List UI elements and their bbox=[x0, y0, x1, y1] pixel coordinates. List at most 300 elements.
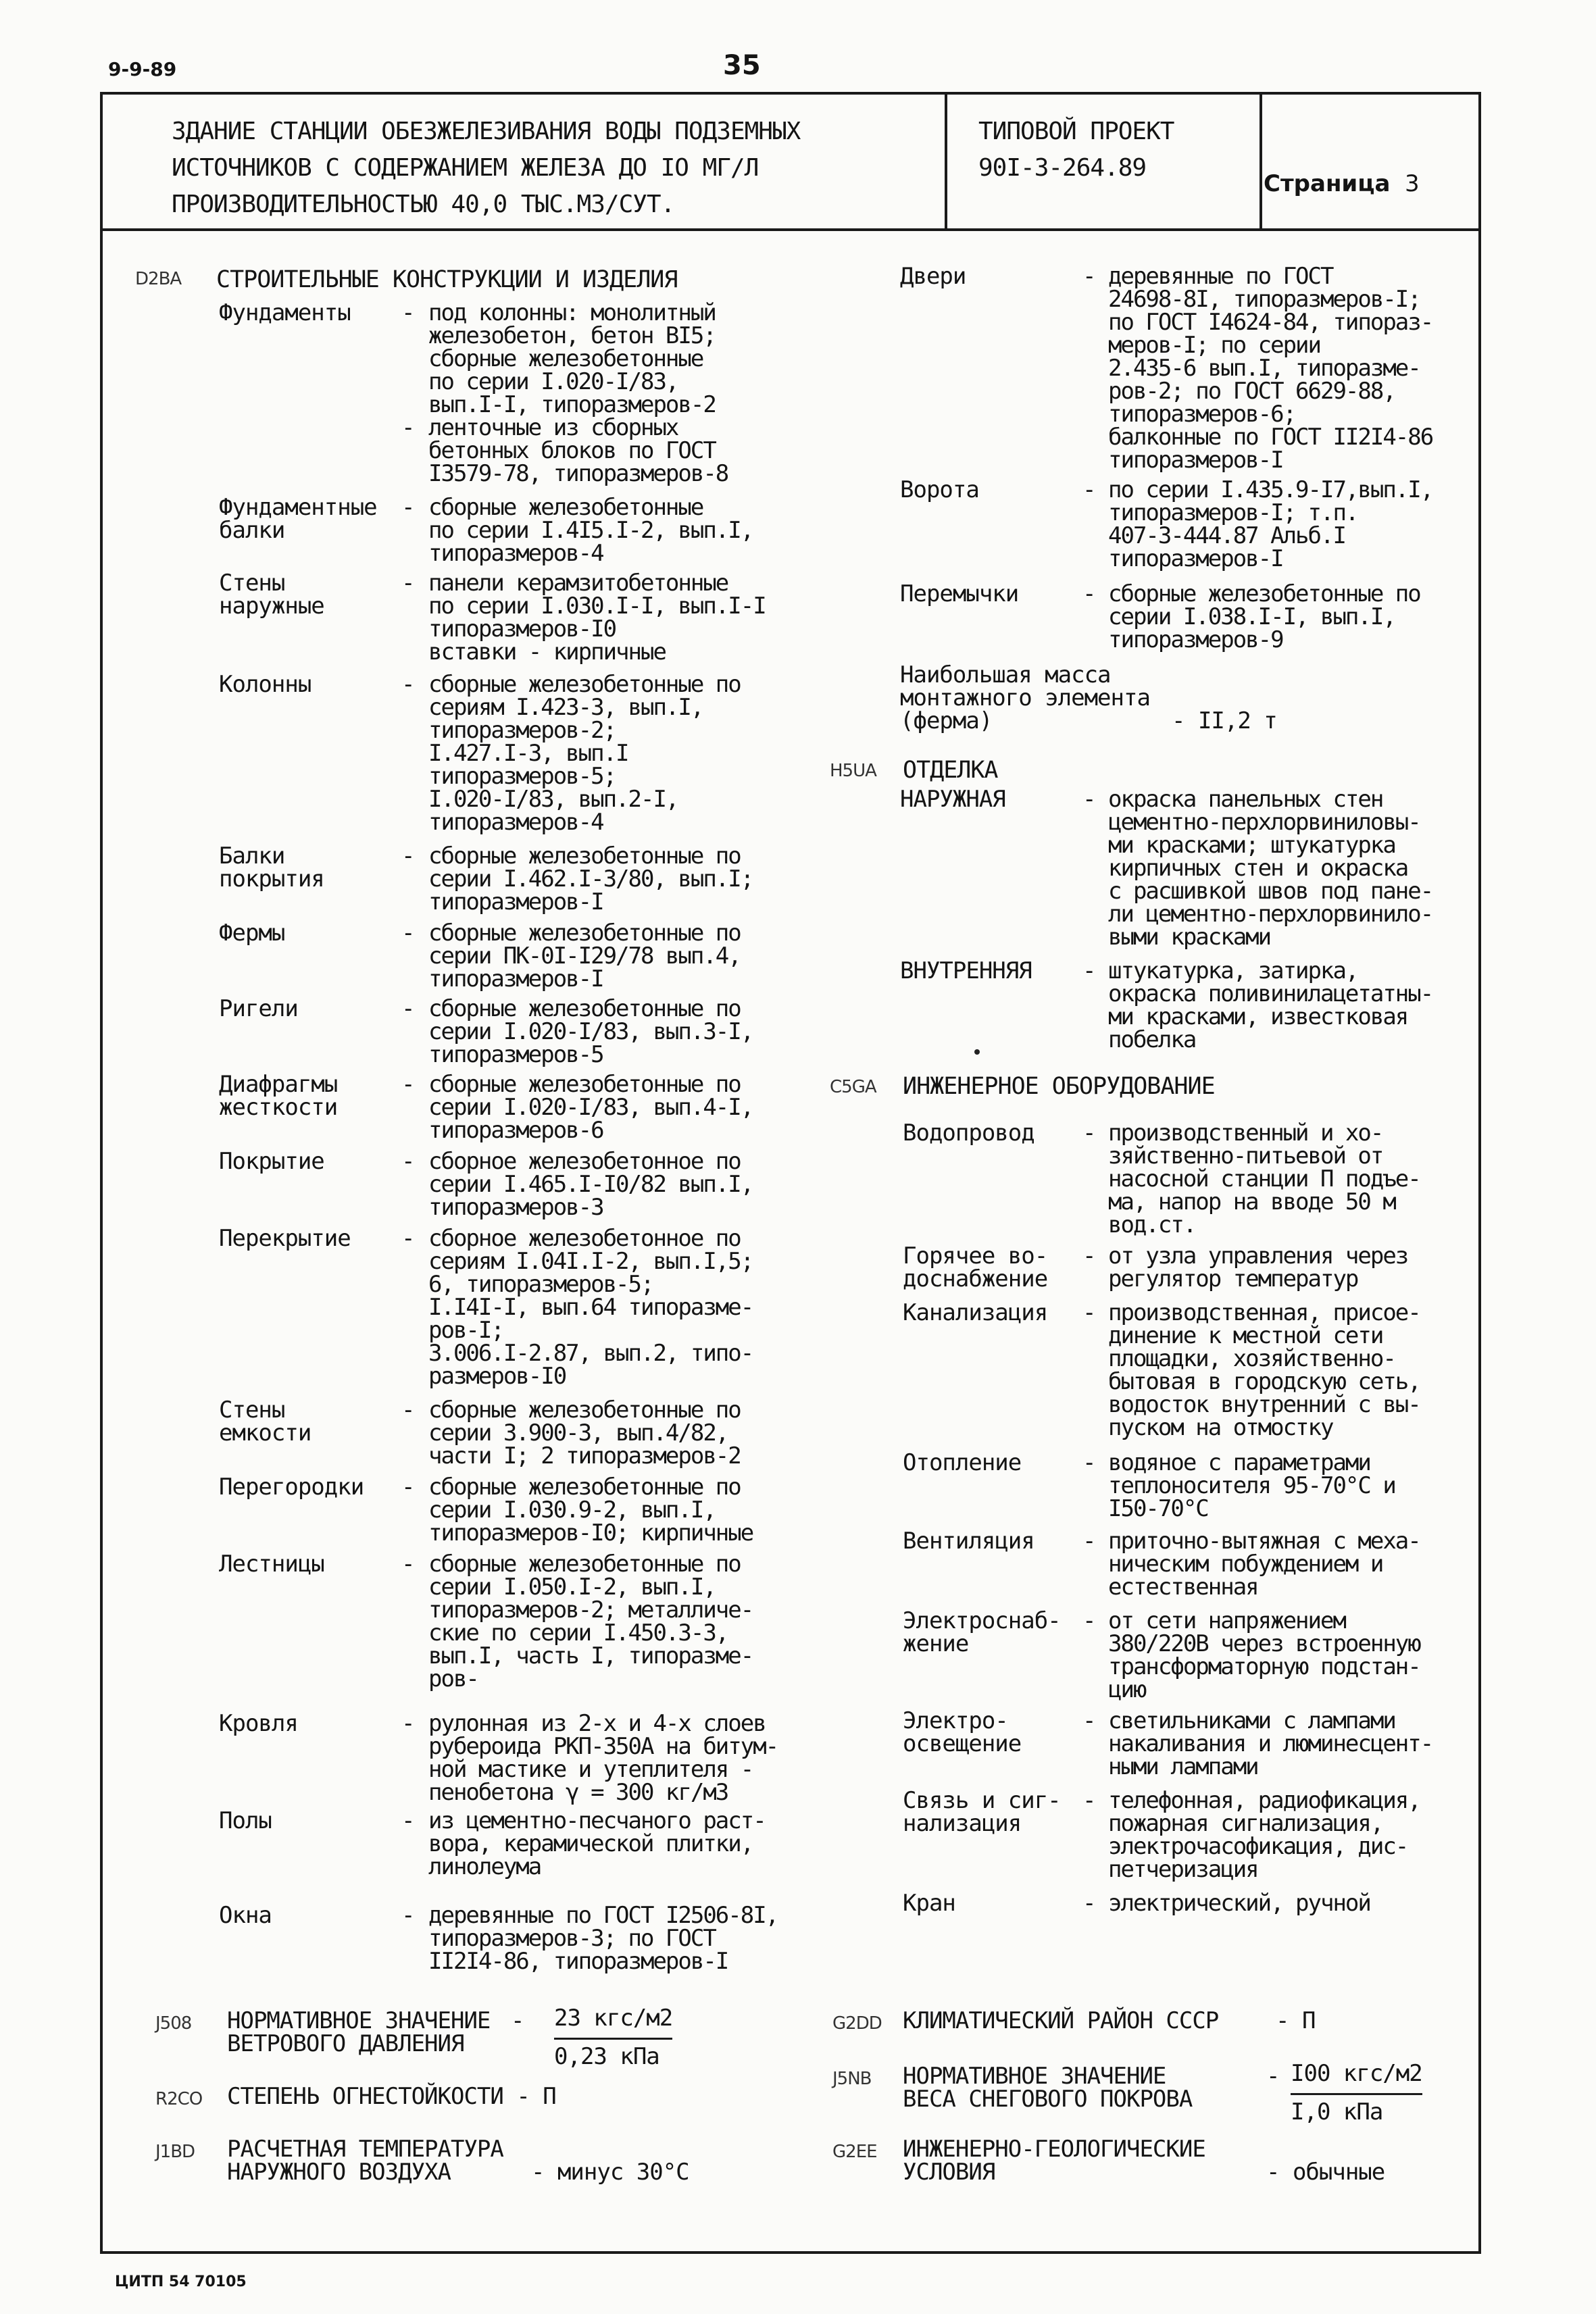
sewerage-value-line: водосток внутренний с вы- bbox=[1108, 1391, 1420, 1418]
roof-beams-value-line: сборные железобетонные по bbox=[428, 842, 741, 870]
windows-value bbox=[428, 1904, 778, 1973]
columns-value-line: типоразмеров-2; bbox=[428, 717, 616, 744]
section-heading-engineering: ИНЖЕНЕРНОЕ ОБОРУДОВАНИЕ bbox=[903, 1073, 1215, 1100]
roofing-slabs-value-line: серии I.465.I-I0/82 вып.I, bbox=[428, 1171, 753, 1198]
columns-label-line: Колонны bbox=[219, 671, 311, 698]
doors-value-line: типоразмеров-I bbox=[1108, 447, 1283, 474]
water-supply-value-line: зяйственно-питьевой от bbox=[1108, 1142, 1383, 1169]
param-code: R2CO bbox=[155, 2089, 203, 2109]
dash: - bbox=[1082, 263, 1097, 290]
columns-value-line: сборные железобетонные по bbox=[428, 671, 741, 698]
floors-value-line: линолеума bbox=[428, 1853, 541, 1880]
floor-slabs-value-line: 6, типоразмеров-5; bbox=[428, 1271, 653, 1298]
stiffening-diaphragms-value-line: серии I.020-I/83, вып.4-I, bbox=[428, 1094, 753, 1121]
communications-label-line: Связь и сиг- bbox=[903, 1787, 1061, 1814]
outdoor-temp-line: НАРУЖНОГО ВОЗДУХА bbox=[227, 2159, 451, 2186]
roof-beams-value-line: типоразмеров-I bbox=[428, 888, 603, 915]
stairs-label-line: Лестницы bbox=[219, 1551, 324, 1578]
section-code: C5GA bbox=[830, 1077, 876, 1097]
exterior-finish-label-line: НАРУЖНАЯ bbox=[900, 786, 1005, 813]
page-number: 35 bbox=[723, 50, 761, 81]
tank-walls-value-line: сборные железобетонные по bbox=[428, 1397, 741, 1424]
document-title bbox=[172, 114, 935, 223]
girders-value-line: типоразмеров-5 bbox=[428, 1041, 603, 1068]
hot-water-value bbox=[1108, 1244, 1407, 1290]
foundation-beams-value-line: типоразмеров-4 bbox=[428, 540, 603, 567]
hot-water-label-line: Горячее во- bbox=[903, 1242, 1048, 1269]
exterior-walls-label-line: наружные bbox=[219, 593, 324, 620]
gates-value-line: 407-3-444.87 Альб.I bbox=[1108, 522, 1345, 549]
section-code: H5UA bbox=[830, 761, 876, 781]
wind-pressure-kpa: 0,23 кПа bbox=[554, 2043, 659, 2070]
stiffening-diaphragms-label-line: жесткости bbox=[219, 1094, 338, 1121]
geology-label bbox=[903, 2138, 1205, 2184]
tank-walls-label-line: емкости bbox=[219, 1419, 311, 1447]
dash: - bbox=[401, 1148, 416, 1175]
floor-slabs-value-line: размеров-I0 bbox=[428, 1363, 566, 1390]
max-mass-line: монтажного элемента bbox=[900, 684, 1150, 711]
trusses-value-line: типоразмеров-I bbox=[428, 965, 603, 992]
sewerage-label bbox=[903, 1301, 1047, 1324]
title-col-divider-1 bbox=[945, 92, 947, 230]
lighting-label bbox=[903, 1709, 1021, 1755]
param-code: G2DD bbox=[832, 2013, 882, 2034]
snow-load-label bbox=[903, 2065, 1192, 2111]
girders-label-line: Ригели bbox=[219, 995, 298, 1022]
communications-value bbox=[1108, 1789, 1420, 1881]
doors-value-line: меров-I; по серии bbox=[1108, 332, 1320, 359]
stairs-value-line: серии I.050.I-2, вып.I, bbox=[428, 1574, 716, 1601]
dash: - bbox=[1082, 1707, 1097, 1734]
floor-slabs-label-line: Перекрытие bbox=[219, 1225, 351, 1252]
max-mass-line: (ферма) bbox=[900, 707, 993, 734]
sheet-page-value: 3 bbox=[1405, 170, 1420, 197]
tank-walls-value-line: части I; 2 типоразмеров-2 bbox=[428, 1442, 741, 1469]
title-line: ИСТОЧНИКОВ С СОДЕРЖАНИЕМ ЖЕЛЕЗА ДО IO МГ/Л bbox=[172, 154, 759, 182]
lintels-value-line: серии I.038.I-I, вып.I, bbox=[1108, 603, 1395, 630]
tank-walls-value-line: серии 3.900-3, вып.4/82, bbox=[428, 1419, 728, 1447]
wind-pressure-label bbox=[227, 2009, 490, 2055]
gates-value-line: по серии I.435.9-I7,вып.I, bbox=[1108, 476, 1433, 503]
dash: - bbox=[511, 2007, 525, 2034]
power-supply-value bbox=[1108, 1609, 1420, 1701]
exterior-finish-value bbox=[1108, 788, 1432, 949]
girders-label bbox=[219, 997, 298, 1020]
project-line: ТИПОВОЙ ПРОЕКТ bbox=[978, 118, 1174, 145]
floors-value-line: из цементно-песчаного раст- bbox=[428, 1807, 766, 1834]
dash: - bbox=[401, 1397, 416, 1424]
floor-slabs-value-line: ров-I; bbox=[428, 1317, 503, 1344]
floors-label bbox=[219, 1809, 272, 1832]
dash: - bbox=[401, 414, 416, 441]
foundations-value-line: под колонны: монолитный bbox=[428, 299, 716, 326]
windows-label bbox=[219, 1904, 272, 1927]
wind-pressure-value bbox=[554, 2001, 672, 2073]
water-supply-label bbox=[903, 1122, 1034, 1145]
stairs-value bbox=[428, 1553, 753, 1690]
roofing-slabs-label bbox=[219, 1150, 324, 1173]
exterior-finish-value-line: ли цементно-перхлорвинило- bbox=[1108, 901, 1433, 928]
partitions-value-line: сборные железобетонные по bbox=[428, 1474, 741, 1501]
climate-region: КЛИМАТИЧЕСКИЙ РАЙОН СССР bbox=[903, 2007, 1219, 2034]
exterior-finish-value-line: окраска панельных стен bbox=[1108, 786, 1383, 813]
water-supply-label-line: Водопровод bbox=[903, 1120, 1034, 1147]
doors-value-line: ров-2; по ГОСТ 6629-88, bbox=[1108, 378, 1395, 405]
floor-slabs-value bbox=[428, 1227, 753, 1388]
exterior-walls-label bbox=[219, 572, 324, 618]
roof-label bbox=[219, 1712, 298, 1735]
roof-beams-label-line: покрытия bbox=[219, 865, 324, 892]
ventilation-label-line: Вентиляция bbox=[903, 1528, 1034, 1555]
foundation-beams-value-line: по серии I.4I5.I-2, вып.I, bbox=[428, 517, 753, 544]
snow-load-kpa: I,0 кПа bbox=[1291, 2098, 1383, 2126]
param-code: J5NB bbox=[832, 2069, 872, 2089]
windows-value-line: типоразмеров-3; по ГОСТ bbox=[428, 1925, 716, 1952]
foundations-value-line: ленточные из сборных bbox=[428, 414, 678, 441]
dash: - bbox=[401, 1551, 416, 1578]
communications-value-line: электрочасофикация, дис- bbox=[1108, 1833, 1408, 1860]
exterior-finish-value-line: цементно-перхлорвиниловы- bbox=[1108, 809, 1420, 836]
interior-finish-value-line: окраска поливинилацетатны- bbox=[1108, 980, 1433, 1007]
dash: - bbox=[401, 1710, 416, 1737]
heating-value-line: водяное с параметрами bbox=[1108, 1449, 1370, 1476]
dash: - bbox=[1082, 786, 1097, 813]
ventilation-value-line: приточно-вытяжная с меха- bbox=[1108, 1528, 1420, 1555]
crane-label-line: Кран bbox=[903, 1890, 955, 1917]
exterior-walls-value bbox=[428, 572, 766, 663]
foundations-value-line: вып.I-I, типоразмеров-2 bbox=[428, 391, 716, 418]
power-supply-label-line: Электроснаб- bbox=[903, 1607, 1061, 1634]
foundations-value-line: бетонных блоков по ГОСТ bbox=[428, 437, 716, 464]
communications-value-line: телефонная, радиофикация, bbox=[1108, 1787, 1420, 1814]
lighting-label-line: освещение bbox=[903, 1730, 1022, 1757]
crane-value bbox=[1108, 1892, 1370, 1915]
communications-value-line: пожарная сигнализация, bbox=[1108, 1810, 1383, 1837]
gates-label-line: Ворота bbox=[900, 476, 979, 503]
foundations-value-line: сборные железобетонные bbox=[428, 345, 703, 372]
dash: - bbox=[401, 1807, 416, 1834]
dash: - bbox=[401, 920, 416, 947]
foundations-value-sub bbox=[428, 416, 728, 485]
roofing-slabs-value bbox=[428, 1150, 753, 1219]
exterior-finish-value-line: с расшивкой швов под пане- bbox=[1108, 878, 1433, 905]
roofing-slabs-value-line: типоразмеров-3 bbox=[428, 1194, 603, 1221]
doors-label-line: Двери bbox=[900, 263, 966, 290]
floor-slabs-value-line: сборное железобетонное по bbox=[428, 1225, 741, 1252]
foundation-beams-label bbox=[219, 496, 377, 542]
heating-value bbox=[1108, 1451, 1395, 1520]
columns-value-line: сериям I.423-3, вып.I, bbox=[428, 694, 703, 721]
roof-beams-value bbox=[428, 842, 753, 915]
dash: - bbox=[401, 570, 416, 597]
dash: - bbox=[1082, 1120, 1097, 1147]
interior-finish-value bbox=[1108, 959, 1432, 1051]
doors-label bbox=[900, 265, 966, 288]
floors-label-line: Полы bbox=[219, 1807, 272, 1834]
sewerage-value-line: пуском на отмостку bbox=[1108, 1414, 1333, 1441]
project-line: 90I-3-264.89 bbox=[978, 154, 1147, 182]
doors-value-line: типоразмеров-6; bbox=[1108, 401, 1296, 428]
wind-pressure-line: НОРМАТИВНОЕ ЗНАЧЕНИЕ bbox=[227, 2007, 491, 2034]
floors-value-line: вора, керамической плитки, bbox=[428, 1830, 753, 1857]
doors-value-line: 24698-8I, типоразмеров-I; bbox=[1108, 286, 1420, 313]
water-supply-value-line: производственный и хо- bbox=[1108, 1120, 1383, 1147]
dash: - bbox=[401, 1902, 416, 1929]
exterior-finish-value-line: кирпичных стен и окраска bbox=[1108, 855, 1408, 882]
max-mass-value: - II,2 т bbox=[1172, 707, 1277, 734]
stray-dot bbox=[974, 1049, 980, 1055]
lighting-value-line: ными лампами bbox=[1108, 1753, 1258, 1780]
exterior-finish-value-line: выми красками bbox=[1108, 924, 1271, 951]
wind-pressure-kgs: 23 кгс/м2 bbox=[554, 2001, 672, 2040]
partitions-value bbox=[428, 1476, 753, 1544]
stairs-value-line: ров- bbox=[428, 1665, 478, 1692]
dash: - bbox=[1082, 1449, 1097, 1476]
roofing-slabs-value-line: сборное железобетонное по bbox=[428, 1148, 741, 1175]
columns-value bbox=[428, 673, 741, 834]
gates-value-line: типоразмеров-I; т.п. bbox=[1108, 499, 1358, 526]
ventilation-label bbox=[903, 1530, 1034, 1553]
section-heading-finish: ОТДЕЛКА bbox=[903, 757, 998, 784]
exterior-finish-value-line: ми красками; штукатурка bbox=[1108, 832, 1395, 859]
exterior-walls-value-line: вставки - кирпичные bbox=[428, 638, 666, 665]
heating-label bbox=[903, 1451, 1021, 1474]
floor-slabs-value-line: 3.006.I-2.87, вып.2, типо- bbox=[428, 1340, 753, 1367]
water-supply-value bbox=[1108, 1122, 1420, 1236]
dash: - bbox=[401, 494, 416, 521]
foundation-beams-value-line: сборные железобетонные bbox=[428, 494, 703, 521]
power-supply-value-line: цию bbox=[1108, 1676, 1146, 1703]
stairs-value-line: типоразмеров-2; металличе- bbox=[428, 1596, 753, 1624]
outdoor-temp-value: - минус 30°С bbox=[531, 2159, 689, 2186]
crane-label bbox=[903, 1892, 955, 1915]
communications-value-line: петчеризация bbox=[1108, 1856, 1258, 1883]
dash: - bbox=[1082, 1242, 1097, 1269]
power-supply-label bbox=[903, 1609, 1061, 1655]
stairs-label bbox=[219, 1553, 324, 1576]
geology-value: - обычные bbox=[1266, 2159, 1385, 2186]
foundation-beams-value bbox=[428, 496, 753, 565]
floor-slabs-value-line: сериям I.04I.I-2, вып.I,5; bbox=[428, 1248, 753, 1275]
floor-slabs-label bbox=[219, 1227, 351, 1250]
dash: - bbox=[1082, 1607, 1097, 1634]
power-supply-value-line: от сети напряжением bbox=[1108, 1607, 1345, 1634]
lintels-label-line: Перемычки bbox=[900, 580, 1019, 607]
stiffening-diaphragms-value-line: сборные железобетонные по bbox=[428, 1071, 741, 1098]
foundations-value-line: по серии I.020-I/83, bbox=[428, 368, 678, 395]
snow-load-line: ВЕСА СНЕГОВОГО ПОКРОВА bbox=[903, 2086, 1193, 2113]
trusses-value bbox=[428, 922, 741, 990]
tank-walls-label bbox=[219, 1397, 311, 1447]
interior-finish-value-line: побелка bbox=[1108, 1026, 1196, 1053]
lighting-value-line: светильниками с лампами bbox=[1108, 1707, 1395, 1734]
gates-value-line: типоразмеров-I bbox=[1108, 545, 1283, 572]
exterior-walls-label-line: Стены bbox=[219, 570, 285, 597]
foundation-beams-label-line: балки bbox=[219, 517, 285, 544]
girders-value-line: серии I.020-I/83, вып.3-I, bbox=[428, 1018, 753, 1045]
roofing-slabs-label-line: Покрытие bbox=[219, 1148, 324, 1175]
ventilation-value-line: ническим побуждением и bbox=[1108, 1551, 1383, 1578]
windows-label-line: Окна bbox=[219, 1902, 272, 1929]
fire-resistance: СТЕПЕНЬ ОГНЕСТОЙКОСТИ - П bbox=[227, 2083, 556, 2110]
tank-walls-label-line: Стены bbox=[219, 1397, 285, 1424]
project-number bbox=[978, 114, 1174, 186]
tank-walls-value bbox=[428, 1399, 741, 1467]
roof-beams-label-line: Балки bbox=[219, 842, 285, 870]
lintels-value-line: типоразмеров-9 bbox=[1108, 626, 1283, 653]
hot-water-value-line: регулятор температур bbox=[1108, 1265, 1358, 1292]
dash: - bbox=[1082, 1787, 1097, 1814]
sheet-page bbox=[1264, 170, 1420, 197]
lighting-value-line: накаливания и люминесцент- bbox=[1108, 1730, 1433, 1757]
crane-value-line: электрический, ручной bbox=[1108, 1890, 1370, 1917]
section-heading-structures: СТРОИТЕЛЬНЫЕ КОНСТРУКЦИИ И ИЗДЕЛИЯ bbox=[216, 266, 678, 293]
climate-region-value: - П bbox=[1276, 2007, 1316, 2034]
partitions-value-line: серии I.030.9-2, вып.I, bbox=[428, 1496, 716, 1524]
snow-load-kgs: I00 кгс/м2 bbox=[1291, 2057, 1422, 2095]
dash: - bbox=[1082, 580, 1097, 607]
columns-value-line: типоразмеров-5; bbox=[428, 763, 616, 790]
title-line: ЗДАНИЕ СТАНЦИИ ОБЕЗЖЕЛЕЗИВАНИЯ ВОДЫ ПОДЗЕМНЫХ bbox=[172, 118, 801, 145]
columns-value-line: типоразмеров-4 bbox=[428, 809, 603, 836]
interior-finish-value-line: ми красками, известковая bbox=[1108, 1003, 1408, 1030]
roof-value-line: ной мастике и утеплителя - bbox=[428, 1756, 753, 1783]
footer-code: ЦИТП 54 70105 bbox=[115, 2273, 247, 2290]
partitions-value-line: типоразмеров-I0; кирпичные bbox=[428, 1519, 753, 1546]
floors-value bbox=[428, 1809, 766, 1878]
geology-line: ИНЖЕНЕРНО-ГЕОЛОГИЧЕСКИЕ bbox=[903, 2136, 1205, 2163]
trusses-label bbox=[219, 922, 284, 945]
exterior-finish-label bbox=[900, 788, 1005, 811]
dash: - bbox=[401, 842, 416, 870]
stairs-value-line: ские по серии I.450.3-3, bbox=[428, 1619, 728, 1646]
heating-label-line: Отопление bbox=[903, 1449, 1022, 1476]
gates-value bbox=[1108, 478, 1432, 570]
dash: - bbox=[401, 1474, 416, 1501]
columns-value-line: I.427.I-3, вып.I bbox=[428, 740, 628, 767]
wind-pressure-line: ВЕТРОВОГО ДАВЛЕНИЯ bbox=[227, 2030, 464, 2057]
param-code: J1BD bbox=[155, 2142, 195, 2162]
doors-value-line: балконные по ГОСТ II2I4-86 bbox=[1108, 424, 1433, 451]
exterior-walls-value-line: по серии I.030.I-I, вып.I-I bbox=[428, 593, 766, 620]
lighting-value bbox=[1108, 1709, 1432, 1778]
foundations-value-line: I3579-78, типоразмеров-8 bbox=[428, 460, 728, 487]
title-col-divider-2 bbox=[1260, 92, 1262, 230]
stiffening-diaphragms-label-line: Диафрагмы bbox=[219, 1071, 338, 1098]
roof-beams-label bbox=[219, 842, 324, 892]
communications-label-line: нализация bbox=[903, 1810, 1022, 1837]
ventilation-value-line: естественная bbox=[1108, 1574, 1258, 1601]
lintels-label bbox=[900, 582, 1018, 605]
roof-label-line: Кровля bbox=[219, 1710, 298, 1737]
max-mass-line: Наибольшая масса bbox=[900, 661, 1111, 688]
roof-beams-value-line: серии I.462.I-3/80, вып.I; bbox=[428, 865, 753, 892]
sewerage-value-line: динение к местной сети bbox=[1108, 1322, 1383, 1349]
section-code: D2BA bbox=[135, 269, 182, 289]
doors-value bbox=[1108, 265, 1432, 472]
sewerage-value-line: бытовая в городскую сеть, bbox=[1108, 1368, 1420, 1395]
sewerage-label-line: Канализация bbox=[903, 1299, 1048, 1326]
dash: - bbox=[401, 671, 416, 698]
foundations-label bbox=[219, 301, 351, 324]
lintels-value-line: сборные железобетонные по bbox=[1108, 580, 1420, 607]
windows-value-line: II2I4-86, типоразмеров-I bbox=[428, 1948, 728, 1975]
water-supply-value-line: насосной станции П подъе- bbox=[1108, 1165, 1420, 1192]
roof-value-line: рубероида РКП-350А на битум- bbox=[428, 1733, 778, 1760]
heating-value-line: теплоносителя 95-70°С и bbox=[1108, 1472, 1395, 1499]
hot-water-value-line: от узла управления через bbox=[1108, 1242, 1408, 1269]
interior-finish-value-line: штукатурка, затирка, bbox=[1108, 957, 1358, 984]
columns-value-line: I.020-I/83, вып.2-I, bbox=[428, 786, 678, 813]
sheet-page-label: Страница bbox=[1264, 170, 1391, 197]
title-line: ПРОИЗВОДИТЕЛЬНОСТЬЮ 40,0 ТЫС.М3/СУТ. bbox=[172, 191, 675, 218]
stiffening-diaphragms-value-line: типоразмеров-6 bbox=[428, 1117, 603, 1144]
power-supply-label-line: жение bbox=[903, 1630, 969, 1657]
trusses-value-line: сборные железобетонные по bbox=[428, 920, 741, 947]
dash: - bbox=[1082, 1890, 1097, 1917]
doors-value-line: 2.435-6 вып.I, типоразме- bbox=[1108, 355, 1420, 382]
param-code: J508 bbox=[155, 2013, 192, 2034]
trusses-value-line: серии ПК-0I-I29/78 вып.4, bbox=[428, 942, 741, 970]
roof-value-line: пенобетона γ = 300 кг/м3 bbox=[428, 1779, 728, 1806]
foundations-label-line: Фундаменты bbox=[219, 299, 351, 326]
stiffening-diaphragms-value bbox=[428, 1073, 753, 1142]
girders-value-line: сборные железобетонные по bbox=[428, 995, 741, 1022]
doc-number: 9-9-89 bbox=[108, 58, 177, 80]
communications-label bbox=[903, 1789, 1061, 1835]
foundations-value-line: железобетон, бетон BI5; bbox=[428, 322, 716, 349]
dash: - bbox=[1082, 476, 1097, 503]
outdoor-temp-line: РАСЧЕТНАЯ ТЕМПЕРАТУРА bbox=[227, 2136, 503, 2163]
water-supply-value-line: ма, напор на вводе 50 м bbox=[1108, 1188, 1395, 1215]
dash: - bbox=[401, 1071, 416, 1098]
stiffening-diaphragms-label bbox=[219, 1073, 337, 1119]
stairs-value-line: сборные железобетонные по bbox=[428, 1551, 741, 1578]
interior-finish-label-line: ВНУТРЕННЯЯ bbox=[900, 957, 1032, 984]
interior-finish-label bbox=[900, 959, 1032, 982]
dash: - bbox=[1082, 957, 1097, 984]
lintels-value bbox=[1108, 582, 1420, 651]
doors-value-line: деревянные по ГОСТ bbox=[1108, 263, 1333, 290]
columns-label bbox=[219, 673, 311, 696]
max-mass-label bbox=[900, 663, 1150, 732]
dash: - bbox=[1082, 1299, 1097, 1326]
sewerage-value-line: производственная, присое- bbox=[1108, 1299, 1420, 1326]
power-supply-value-line: трансформаторную подстан- bbox=[1108, 1653, 1420, 1680]
sewerage-value-line: площадки, хозяйственно- bbox=[1108, 1345, 1395, 1372]
snow-load-line: НОРМАТИВНОЕ ЗНАЧЕНИЕ bbox=[903, 2063, 1166, 2090]
water-supply-value-line: вод.ст. bbox=[1108, 1211, 1196, 1238]
windows-value-line: деревянные по ГОСТ I2506-8I, bbox=[428, 1902, 778, 1929]
foundation-beams-label-line: Фундаментные bbox=[219, 494, 377, 521]
power-supply-value-line: 380/220В через встроенную bbox=[1108, 1630, 1420, 1657]
partitions-label bbox=[219, 1476, 364, 1499]
foundations-value bbox=[428, 301, 716, 416]
roof-value-line: рулонная из 2-х и 4-х слоев bbox=[428, 1710, 766, 1737]
title-divider bbox=[100, 228, 1481, 231]
exterior-walls-value-line: панели керамзитобетонные bbox=[428, 570, 728, 597]
dash: - bbox=[1266, 2063, 1280, 2090]
heating-value-line: I50-70°С bbox=[1108, 1495, 1208, 1522]
geology-line: УСЛОВИЯ bbox=[903, 2159, 995, 2186]
stairs-value-line: вып.I, часть I, типоразме- bbox=[428, 1642, 753, 1669]
lighting-label-line: Электро- bbox=[903, 1707, 1008, 1734]
snow-load-value bbox=[1291, 2057, 1422, 2129]
partitions-label-line: Перегородки bbox=[219, 1474, 364, 1501]
hot-water-label-line: доснабжение bbox=[903, 1265, 1048, 1292]
roof-value bbox=[428, 1712, 778, 1804]
trusses-label-line: Фермы bbox=[219, 920, 285, 947]
